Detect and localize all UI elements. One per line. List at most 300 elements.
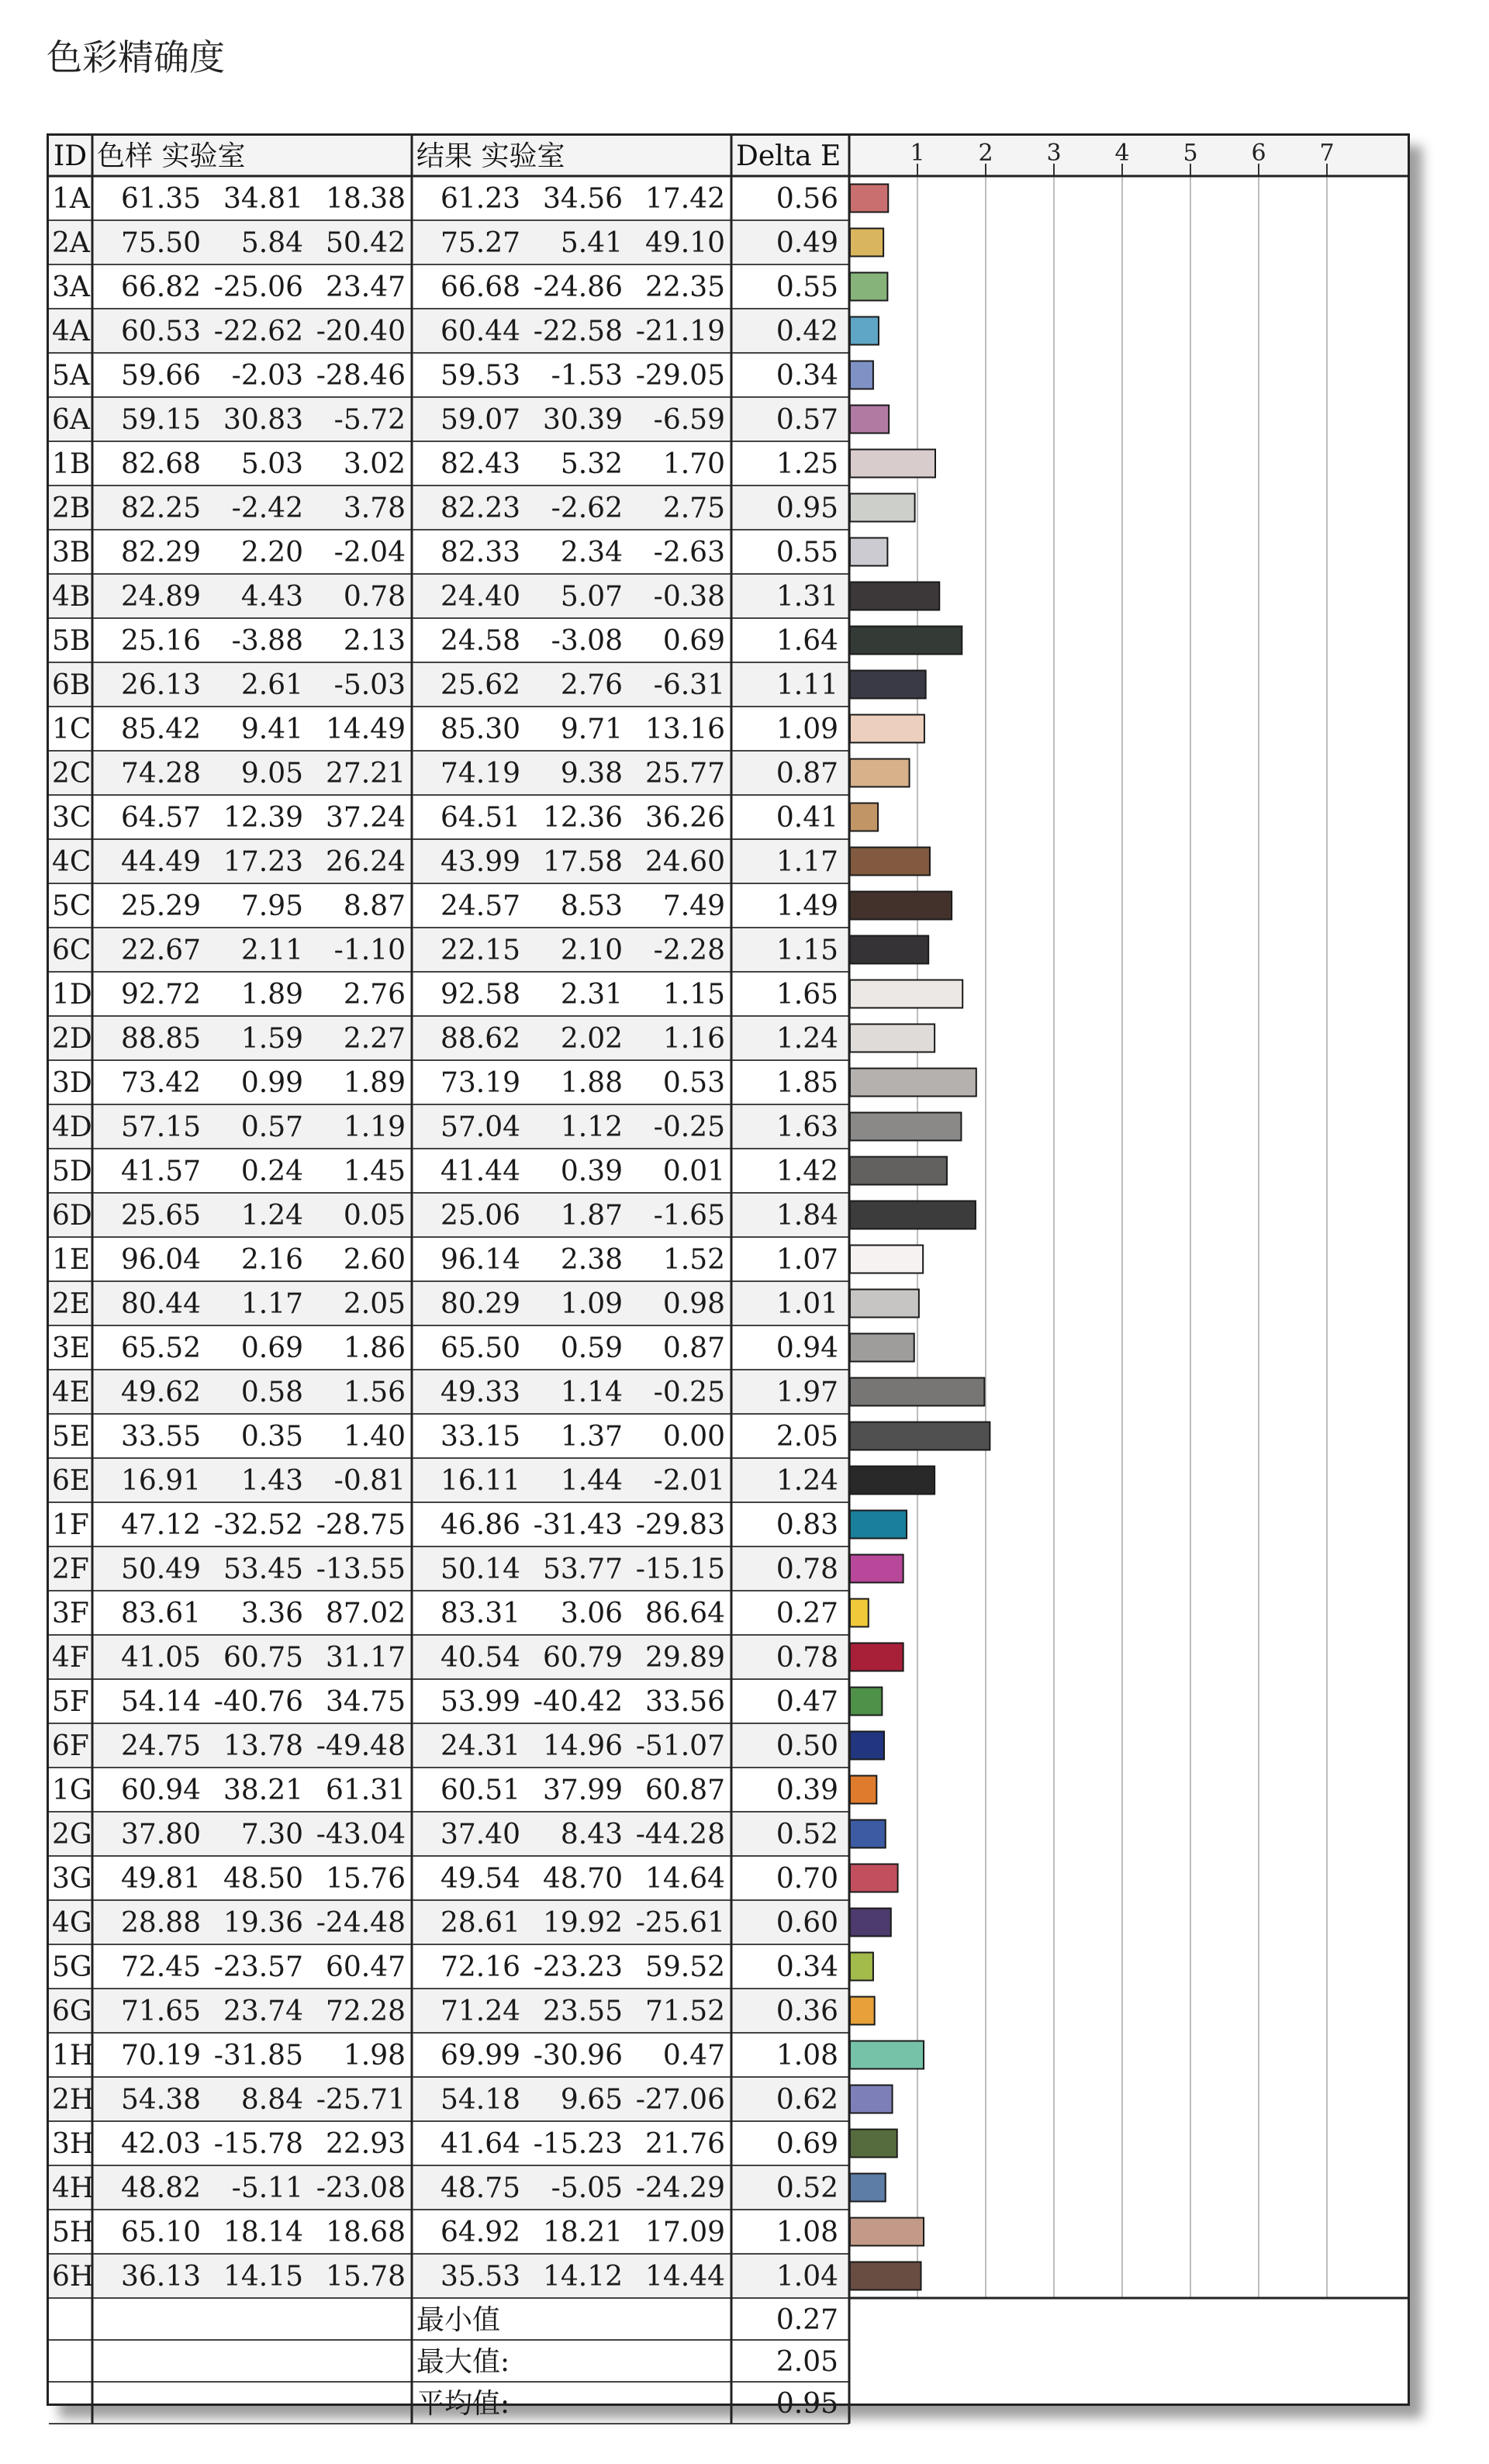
sample-lab-value: -43.04 bbox=[316, 1819, 406, 1851]
result-lab-value: 1.44 bbox=[560, 1465, 623, 1497]
result-lab-value: 13.16 bbox=[644, 714, 725, 745]
row-id: 2G bbox=[52, 1819, 92, 1851]
result-lab-value: -24.29 bbox=[635, 2172, 725, 2204]
sample-lab-value: -49.48 bbox=[316, 1730, 406, 1762]
delta-e-bar bbox=[850, 1511, 907, 1539]
row-id: 1B bbox=[52, 448, 91, 480]
result-lab-value: 1.70 bbox=[662, 448, 725, 480]
result-lab-value: 0.00 bbox=[662, 1421, 725, 1453]
result-lab-value: -2.28 bbox=[653, 935, 725, 966]
result-lab-value: 49.54 bbox=[440, 1863, 520, 1895]
result-lab-value: 2.76 bbox=[560, 669, 623, 701]
sample-lab-value: 34.75 bbox=[325, 1686, 406, 1718]
sample-lab-value: 24.89 bbox=[120, 581, 201, 613]
delta-e-value: 0.39 bbox=[776, 1775, 838, 1806]
delta-e-bar bbox=[850, 1997, 875, 2025]
column-header-id: ID bbox=[54, 140, 88, 172]
sample-lab-value: 49.62 bbox=[120, 1377, 201, 1408]
delta-e-value: 0.70 bbox=[776, 1863, 838, 1895]
result-lab-value: 60.44 bbox=[440, 316, 520, 347]
result-lab-value: 1.09 bbox=[560, 1288, 623, 1320]
delta-e-bar bbox=[850, 1157, 947, 1185]
sample-lab-value: -1.10 bbox=[333, 935, 406, 966]
sample-lab-value: -20.40 bbox=[316, 316, 406, 347]
row-id: 6E bbox=[52, 1465, 91, 1497]
result-lab-value: 49.10 bbox=[644, 227, 725, 259]
result-lab-value: 34.56 bbox=[542, 183, 623, 215]
sample-lab-value: 48.82 bbox=[120, 2172, 201, 2204]
summary-label: 最大值: bbox=[416, 2346, 510, 2378]
row-id: 4A bbox=[52, 316, 90, 347]
sample-lab-value: 44.49 bbox=[120, 846, 201, 878]
sample-lab-value: -5.03 bbox=[333, 669, 406, 701]
delta-e-bar bbox=[850, 1599, 869, 1627]
result-lab-value: 12.36 bbox=[542, 802, 623, 834]
sample-lab-value: 1.19 bbox=[343, 1111, 406, 1143]
sample-lab-value: -23.08 bbox=[316, 2172, 406, 2204]
row-id: 3F bbox=[52, 1598, 89, 1629]
sample-lab-value: 33.55 bbox=[120, 1421, 201, 1453]
result-lab-value: 88.62 bbox=[440, 1023, 520, 1055]
sample-lab-value: 70.19 bbox=[120, 2040, 201, 2072]
sample-lab-value: -15.78 bbox=[213, 2128, 303, 2160]
result-lab-value: -6.59 bbox=[653, 404, 725, 436]
delta-e-bar bbox=[850, 1776, 876, 1804]
delta-e-bar bbox=[850, 1820, 886, 1848]
sample-lab-value: 73.42 bbox=[120, 1067, 201, 1099]
sample-lab-value: 2.05 bbox=[343, 1288, 406, 1320]
row-id: 3A bbox=[52, 271, 90, 303]
row-id: 1H bbox=[52, 2040, 95, 2072]
delta-e-bar bbox=[850, 936, 928, 964]
sample-lab-value: 83.61 bbox=[120, 1598, 201, 1629]
delta-e-value: 1.42 bbox=[776, 1156, 838, 1187]
delta-e-value: 0.47 bbox=[776, 1686, 838, 1718]
delta-e-bar bbox=[850, 1422, 990, 1450]
result-lab-value: 17.09 bbox=[644, 2217, 725, 2248]
result-lab-value: 19.92 bbox=[542, 1907, 623, 1939]
result-lab-value: 64.51 bbox=[440, 802, 520, 834]
sample-lab-value: 74.28 bbox=[120, 758, 201, 790]
row-id: 5D bbox=[52, 1156, 92, 1187]
sample-lab-value: 50.42 bbox=[325, 227, 406, 259]
result-lab-value: 60.87 bbox=[644, 1775, 725, 1806]
row-id: 2A bbox=[52, 227, 90, 259]
result-lab-value: 2.38 bbox=[560, 1244, 623, 1276]
result-lab-value: 0.01 bbox=[662, 1156, 725, 1187]
sample-lab-value: 2.76 bbox=[343, 979, 406, 1011]
result-lab-value: 48.70 bbox=[542, 1863, 623, 1895]
delta-e-value: 1.97 bbox=[776, 1377, 838, 1408]
delta-e-bar bbox=[850, 2130, 897, 2158]
sample-lab-value: -2.42 bbox=[231, 492, 303, 524]
delta-e-bar bbox=[850, 1953, 873, 1981]
result-lab-value: -2.01 bbox=[653, 1465, 725, 1497]
result-lab-value: 25.62 bbox=[440, 669, 520, 701]
delta-e-value: 1.24 bbox=[776, 1465, 838, 1497]
delta-e-bar bbox=[850, 2262, 921, 2290]
sample-lab-value: 1.45 bbox=[343, 1156, 406, 1187]
result-lab-value: 9.65 bbox=[560, 2084, 623, 2116]
result-lab-value: 25.06 bbox=[440, 1200, 520, 1232]
result-lab-value: 43.99 bbox=[440, 846, 520, 878]
sample-lab-value: 54.38 bbox=[120, 2084, 201, 2116]
sample-lab-value: 41.57 bbox=[120, 1156, 201, 1187]
delta-e-bar bbox=[850, 185, 888, 213]
sample-lab-value: 17.23 bbox=[223, 846, 303, 878]
sample-lab-value: 9.41 bbox=[240, 714, 303, 745]
row-id: 6C bbox=[52, 935, 92, 966]
result-lab-value: 21.76 bbox=[644, 2128, 725, 2160]
sample-lab-value: 30.83 bbox=[223, 404, 303, 436]
delta-e-bar bbox=[850, 803, 878, 831]
delta-e-value: 1.84 bbox=[776, 1200, 838, 1232]
result-lab-value: -22.58 bbox=[533, 316, 623, 347]
row-id: 1D bbox=[52, 979, 92, 1011]
result-lab-value: 14.12 bbox=[542, 2261, 623, 2293]
result-lab-value: 66.68 bbox=[440, 271, 520, 303]
result-lab-value: 8.43 bbox=[560, 1819, 623, 1851]
row-id: 4B bbox=[52, 581, 91, 613]
sample-lab-value: 23.74 bbox=[223, 1996, 303, 2027]
sample-lab-value: 36.13 bbox=[120, 2261, 201, 2293]
result-lab-value: 57.04 bbox=[440, 1111, 520, 1143]
axis-tick-label: 1 bbox=[910, 140, 925, 167]
delta-e-bar bbox=[850, 582, 939, 610]
sample-lab-value: 0.78 bbox=[343, 581, 406, 613]
delta-e-bar bbox=[850, 494, 915, 522]
sample-lab-value: -2.03 bbox=[231, 360, 303, 392]
result-lab-value: -2.63 bbox=[653, 537, 725, 568]
delta-e-value: 0.69 bbox=[776, 2128, 838, 2160]
row-id: 2E bbox=[52, 1288, 91, 1320]
result-lab-value: 24.58 bbox=[440, 625, 520, 657]
delta-e-bar bbox=[850, 1069, 976, 1097]
delta-e-value: 0.52 bbox=[776, 1819, 838, 1851]
result-lab-value: 14.44 bbox=[644, 2261, 725, 2293]
delta-e-bar bbox=[850, 538, 887, 566]
result-lab-value: 71.24 bbox=[440, 1996, 520, 2027]
sample-lab-value: 27.21 bbox=[325, 758, 406, 790]
summary-label: 最小值 bbox=[416, 2304, 501, 2336]
result-lab-value: -29.05 bbox=[635, 360, 725, 392]
sample-lab-value: 60.75 bbox=[223, 1642, 303, 1674]
sample-lab-value: 1.89 bbox=[240, 979, 303, 1011]
sample-lab-value: 88.85 bbox=[120, 1023, 201, 1055]
sample-lab-value: 71.65 bbox=[120, 1996, 201, 2027]
delta-e-value: 1.25 bbox=[776, 448, 838, 480]
result-lab-value: 18.21 bbox=[542, 2217, 623, 2248]
result-lab-value: 5.41 bbox=[560, 227, 623, 259]
delta-e-value: 0.57 bbox=[776, 404, 838, 436]
result-lab-value: 1.37 bbox=[560, 1421, 623, 1453]
column-header-sample: 色样 实验室 bbox=[97, 140, 246, 172]
delta-e-value: 0.49 bbox=[776, 227, 838, 259]
sample-lab-value: 2.60 bbox=[343, 1244, 406, 1276]
result-lab-value: 5.32 bbox=[560, 448, 623, 480]
result-lab-value: 61.23 bbox=[440, 183, 520, 215]
result-lab-value: 1.87 bbox=[560, 1200, 623, 1232]
sample-lab-value: -13.55 bbox=[316, 1553, 406, 1585]
sample-lab-value: 54.14 bbox=[120, 1686, 201, 1718]
delta-e-bar bbox=[850, 2174, 886, 2202]
result-lab-value: 73.19 bbox=[440, 1067, 520, 1099]
result-lab-value: 82.33 bbox=[440, 537, 520, 568]
sample-lab-value: 28.88 bbox=[120, 1907, 201, 1939]
column-header-delta-e: Delta E bbox=[736, 140, 841, 172]
result-lab-value: 1.16 bbox=[662, 1023, 725, 1055]
sample-lab-value: 18.68 bbox=[325, 2217, 406, 2248]
result-lab-value: 71.52 bbox=[644, 1996, 725, 2027]
sample-lab-value: 14.15 bbox=[223, 2261, 303, 2293]
result-lab-value: 72.16 bbox=[440, 1951, 520, 1983]
sample-lab-value: -5.72 bbox=[333, 404, 406, 436]
result-lab-value: 48.75 bbox=[440, 2172, 520, 2204]
sample-lab-value: 9.05 bbox=[240, 758, 303, 790]
row-id: 3G bbox=[52, 1863, 92, 1895]
result-lab-value: 80.29 bbox=[440, 1288, 520, 1320]
axis-tick-label: 4 bbox=[1114, 140, 1130, 167]
summary-value: 0.27 bbox=[776, 2304, 838, 2336]
row-id: 3D bbox=[52, 1067, 92, 1099]
sample-lab-value: 26.13 bbox=[120, 669, 201, 701]
sample-lab-value: 42.03 bbox=[120, 2128, 201, 2160]
delta-e-value: 0.50 bbox=[776, 1730, 838, 1762]
row-id: 6D bbox=[52, 1200, 92, 1232]
sample-lab-value: 1.24 bbox=[240, 1200, 303, 1232]
sample-lab-value: -5.11 bbox=[231, 2172, 303, 2204]
result-lab-value: 86.64 bbox=[644, 1598, 725, 1629]
sample-lab-value: -31.85 bbox=[213, 2040, 303, 2072]
result-lab-value: 53.77 bbox=[542, 1553, 623, 1585]
result-lab-value: 60.51 bbox=[440, 1775, 520, 1806]
sample-lab-value: 0.58 bbox=[240, 1377, 303, 1408]
sample-lab-value: 0.05 bbox=[343, 1200, 406, 1232]
delta-e-value: 1.08 bbox=[776, 2040, 838, 2072]
result-lab-value: -15.15 bbox=[635, 1553, 725, 1585]
delta-e-value: 0.52 bbox=[776, 2172, 838, 2204]
sample-lab-value: 60.53 bbox=[120, 316, 201, 347]
sample-lab-value: 18.14 bbox=[223, 2217, 303, 2248]
sample-lab-value: 8.87 bbox=[343, 890, 406, 922]
result-lab-value: 82.43 bbox=[440, 448, 520, 480]
sample-lab-value: 23.47 bbox=[325, 271, 406, 303]
delta-e-value: 0.78 bbox=[776, 1553, 838, 1585]
result-lab-value: 29.89 bbox=[644, 1642, 725, 1674]
result-lab-value: -0.25 bbox=[653, 1111, 725, 1143]
result-lab-value: -25.61 bbox=[635, 1907, 725, 1939]
row-id: 6A bbox=[52, 404, 90, 436]
axis-tick-label: 6 bbox=[1251, 140, 1266, 167]
result-lab-value: 0.59 bbox=[560, 1332, 623, 1364]
row-id: 5B bbox=[52, 625, 91, 657]
row-id: 2D bbox=[52, 1023, 92, 1055]
sample-lab-value: 59.15 bbox=[120, 404, 201, 436]
delta-e-bar bbox=[850, 671, 926, 699]
sample-lab-value: 66.82 bbox=[120, 271, 201, 303]
delta-e-bar bbox=[850, 273, 887, 301]
result-lab-value: 40.54 bbox=[440, 1642, 520, 1674]
sample-lab-value: 92.72 bbox=[120, 979, 201, 1011]
sample-lab-value: 0.35 bbox=[240, 1421, 303, 1453]
delta-e-value: 0.41 bbox=[776, 802, 838, 834]
delta-e-bar bbox=[850, 1025, 935, 1052]
sample-lab-value: 2.11 bbox=[240, 935, 303, 966]
sample-lab-value: 37.24 bbox=[325, 802, 406, 834]
sample-lab-value: 65.10 bbox=[120, 2217, 201, 2248]
delta-e-value: 1.09 bbox=[776, 714, 838, 745]
result-lab-value: 14.64 bbox=[644, 1863, 725, 1895]
delta-e-value: 0.78 bbox=[776, 1642, 838, 1674]
sample-lab-value: 1.59 bbox=[240, 1023, 303, 1055]
sample-lab-value: 5.03 bbox=[240, 448, 303, 480]
result-lab-value: 41.64 bbox=[440, 2128, 520, 2160]
row-id: 3E bbox=[52, 1332, 91, 1364]
header-background bbox=[49, 136, 1408, 176]
delta-e-value: 1.17 bbox=[776, 846, 838, 878]
result-lab-value: 24.31 bbox=[440, 1730, 520, 1762]
sample-lab-value: 2.13 bbox=[343, 625, 406, 657]
sample-lab-value: -22.62 bbox=[213, 316, 303, 347]
delta-e-value: 0.87 bbox=[776, 758, 838, 790]
result-lab-value: 24.57 bbox=[440, 890, 520, 922]
row-id: 1E bbox=[52, 1244, 91, 1276]
sample-lab-value: 47.12 bbox=[120, 1509, 201, 1541]
sample-lab-value: 1.40 bbox=[343, 1421, 406, 1453]
sample-lab-value: 57.15 bbox=[120, 1111, 201, 1143]
sample-lab-value: 0.99 bbox=[240, 1067, 303, 1099]
result-lab-value: 8.53 bbox=[560, 890, 623, 922]
result-lab-value: -2.62 bbox=[551, 492, 623, 524]
sample-lab-value: 3.36 bbox=[240, 1598, 303, 1629]
result-lab-value: 37.40 bbox=[440, 1819, 520, 1851]
row-id: 4F bbox=[52, 1642, 89, 1674]
sample-lab-value: 1.17 bbox=[240, 1288, 303, 1320]
row-id: 6G bbox=[52, 1996, 92, 2027]
row-id: 1F bbox=[52, 1509, 89, 1541]
result-lab-value: 0.47 bbox=[662, 2040, 725, 2072]
row-id: 5E bbox=[52, 1421, 91, 1453]
delta-e-value: 0.55 bbox=[776, 537, 838, 568]
delta-e-value: 1.64 bbox=[776, 625, 838, 657]
result-lab-value: 37.99 bbox=[542, 1775, 623, 1806]
sample-lab-value: 48.50 bbox=[223, 1863, 303, 1895]
delta-e-value: 0.83 bbox=[776, 1509, 838, 1541]
result-lab-value: 82.23 bbox=[440, 492, 520, 524]
sample-lab-value: 0.57 bbox=[240, 1111, 303, 1143]
row-id: 3B bbox=[52, 537, 91, 568]
result-lab-value: 9.71 bbox=[560, 714, 623, 745]
result-lab-value: 24.40 bbox=[440, 581, 520, 613]
result-lab-value: 33.15 bbox=[440, 1421, 520, 1453]
sample-lab-value: 85.42 bbox=[120, 714, 201, 745]
sample-lab-value: 1.86 bbox=[343, 1332, 406, 1364]
row-id: 6B bbox=[52, 669, 91, 701]
row-id: 4H bbox=[52, 2172, 95, 2204]
result-lab-value: 92.58 bbox=[440, 979, 520, 1011]
delta-e-bar bbox=[850, 1290, 919, 1318]
color-accuracy-report bbox=[47, 133, 1410, 2420]
axis-tick-label: 2 bbox=[978, 140, 993, 167]
sample-lab-value: 2.27 bbox=[343, 1023, 406, 1055]
sample-lab-value: 7.95 bbox=[240, 890, 303, 922]
result-lab-value: 2.75 bbox=[662, 492, 725, 524]
delta-e-bar bbox=[850, 1688, 882, 1716]
result-lab-value: 5.07 bbox=[560, 581, 623, 613]
sample-lab-value: 59.66 bbox=[120, 360, 201, 392]
delta-e-bar bbox=[850, 1555, 903, 1583]
result-lab-value: 50.14 bbox=[440, 1553, 520, 1585]
result-lab-value: -5.05 bbox=[551, 2172, 623, 2204]
result-lab-value: 0.87 bbox=[662, 1332, 725, 1364]
row-id: 4D bbox=[52, 1111, 92, 1143]
delta-e-value: 2.05 bbox=[776, 1421, 838, 1453]
sample-lab-value: 8.84 bbox=[240, 2084, 303, 2116]
result-lab-value: 65.50 bbox=[440, 1332, 520, 1364]
sample-lab-value: 82.68 bbox=[120, 448, 201, 480]
delta-e-bar bbox=[850, 1334, 914, 1362]
sample-lab-value: 5.84 bbox=[240, 227, 303, 259]
delta-e-bar bbox=[850, 1909, 891, 1937]
summary-value: 2.05 bbox=[776, 2346, 838, 2378]
delta-e-bar bbox=[850, 317, 879, 345]
delta-e-bar bbox=[850, 627, 962, 655]
delta-e-value: 1.63 bbox=[776, 1111, 838, 1143]
axis-tick-label: 3 bbox=[1046, 140, 1062, 167]
delta-e-bar bbox=[850, 1467, 935, 1495]
delta-e-bar bbox=[850, 848, 930, 876]
delta-e-bar bbox=[850, 2086, 893, 2113]
result-lab-value: 23.55 bbox=[542, 1996, 623, 2027]
summary-value: 0.95 bbox=[776, 2388, 838, 2420]
row-id: 4C bbox=[52, 846, 92, 878]
summary-label: 平均值: bbox=[416, 2388, 510, 2420]
axis-tick-label: 7 bbox=[1319, 140, 1335, 167]
sample-lab-value: 1.56 bbox=[343, 1377, 406, 1408]
row-id: 2B bbox=[52, 492, 91, 524]
sample-lab-value: 72.45 bbox=[120, 1951, 201, 1983]
result-lab-value: -1.65 bbox=[653, 1200, 725, 1232]
result-lab-value: 41.44 bbox=[440, 1156, 520, 1187]
delta-e-value: 1.65 bbox=[776, 979, 838, 1011]
row-id: 5H bbox=[52, 2217, 95, 2248]
sample-lab-value: 61.35 bbox=[120, 183, 201, 215]
result-lab-value: -21.19 bbox=[635, 316, 725, 347]
result-lab-value: 17.42 bbox=[644, 183, 725, 215]
sample-lab-value: 24.75 bbox=[120, 1730, 201, 1762]
sample-lab-value: 2.61 bbox=[240, 669, 303, 701]
result-lab-value: -30.96 bbox=[533, 2040, 623, 2072]
delta-e-bar bbox=[850, 450, 935, 478]
delta-e-value: 0.60 bbox=[776, 1907, 838, 1939]
sample-lab-value: 0.69 bbox=[240, 1332, 303, 1364]
delta-e-bar bbox=[850, 2218, 924, 2246]
sample-lab-value: 64.57 bbox=[120, 802, 201, 834]
sample-lab-value: 3.02 bbox=[343, 448, 406, 480]
delta-e-bar bbox=[850, 229, 883, 257]
result-lab-value: 25.77 bbox=[644, 758, 725, 790]
result-lab-value: 85.30 bbox=[440, 714, 520, 745]
delta-e-value: 0.34 bbox=[776, 360, 838, 392]
result-lab-value: 59.53 bbox=[440, 360, 520, 392]
sample-lab-value: 80.44 bbox=[120, 1288, 201, 1320]
sample-lab-value: 25.29 bbox=[120, 890, 201, 922]
result-lab-value: 64.92 bbox=[440, 2217, 520, 2248]
delta-e-value: 0.36 bbox=[776, 1996, 838, 2027]
result-lab-value: -24.86 bbox=[533, 271, 623, 303]
result-lab-value: 0.98 bbox=[662, 1288, 725, 1320]
result-lab-value: -31.43 bbox=[533, 1509, 623, 1541]
